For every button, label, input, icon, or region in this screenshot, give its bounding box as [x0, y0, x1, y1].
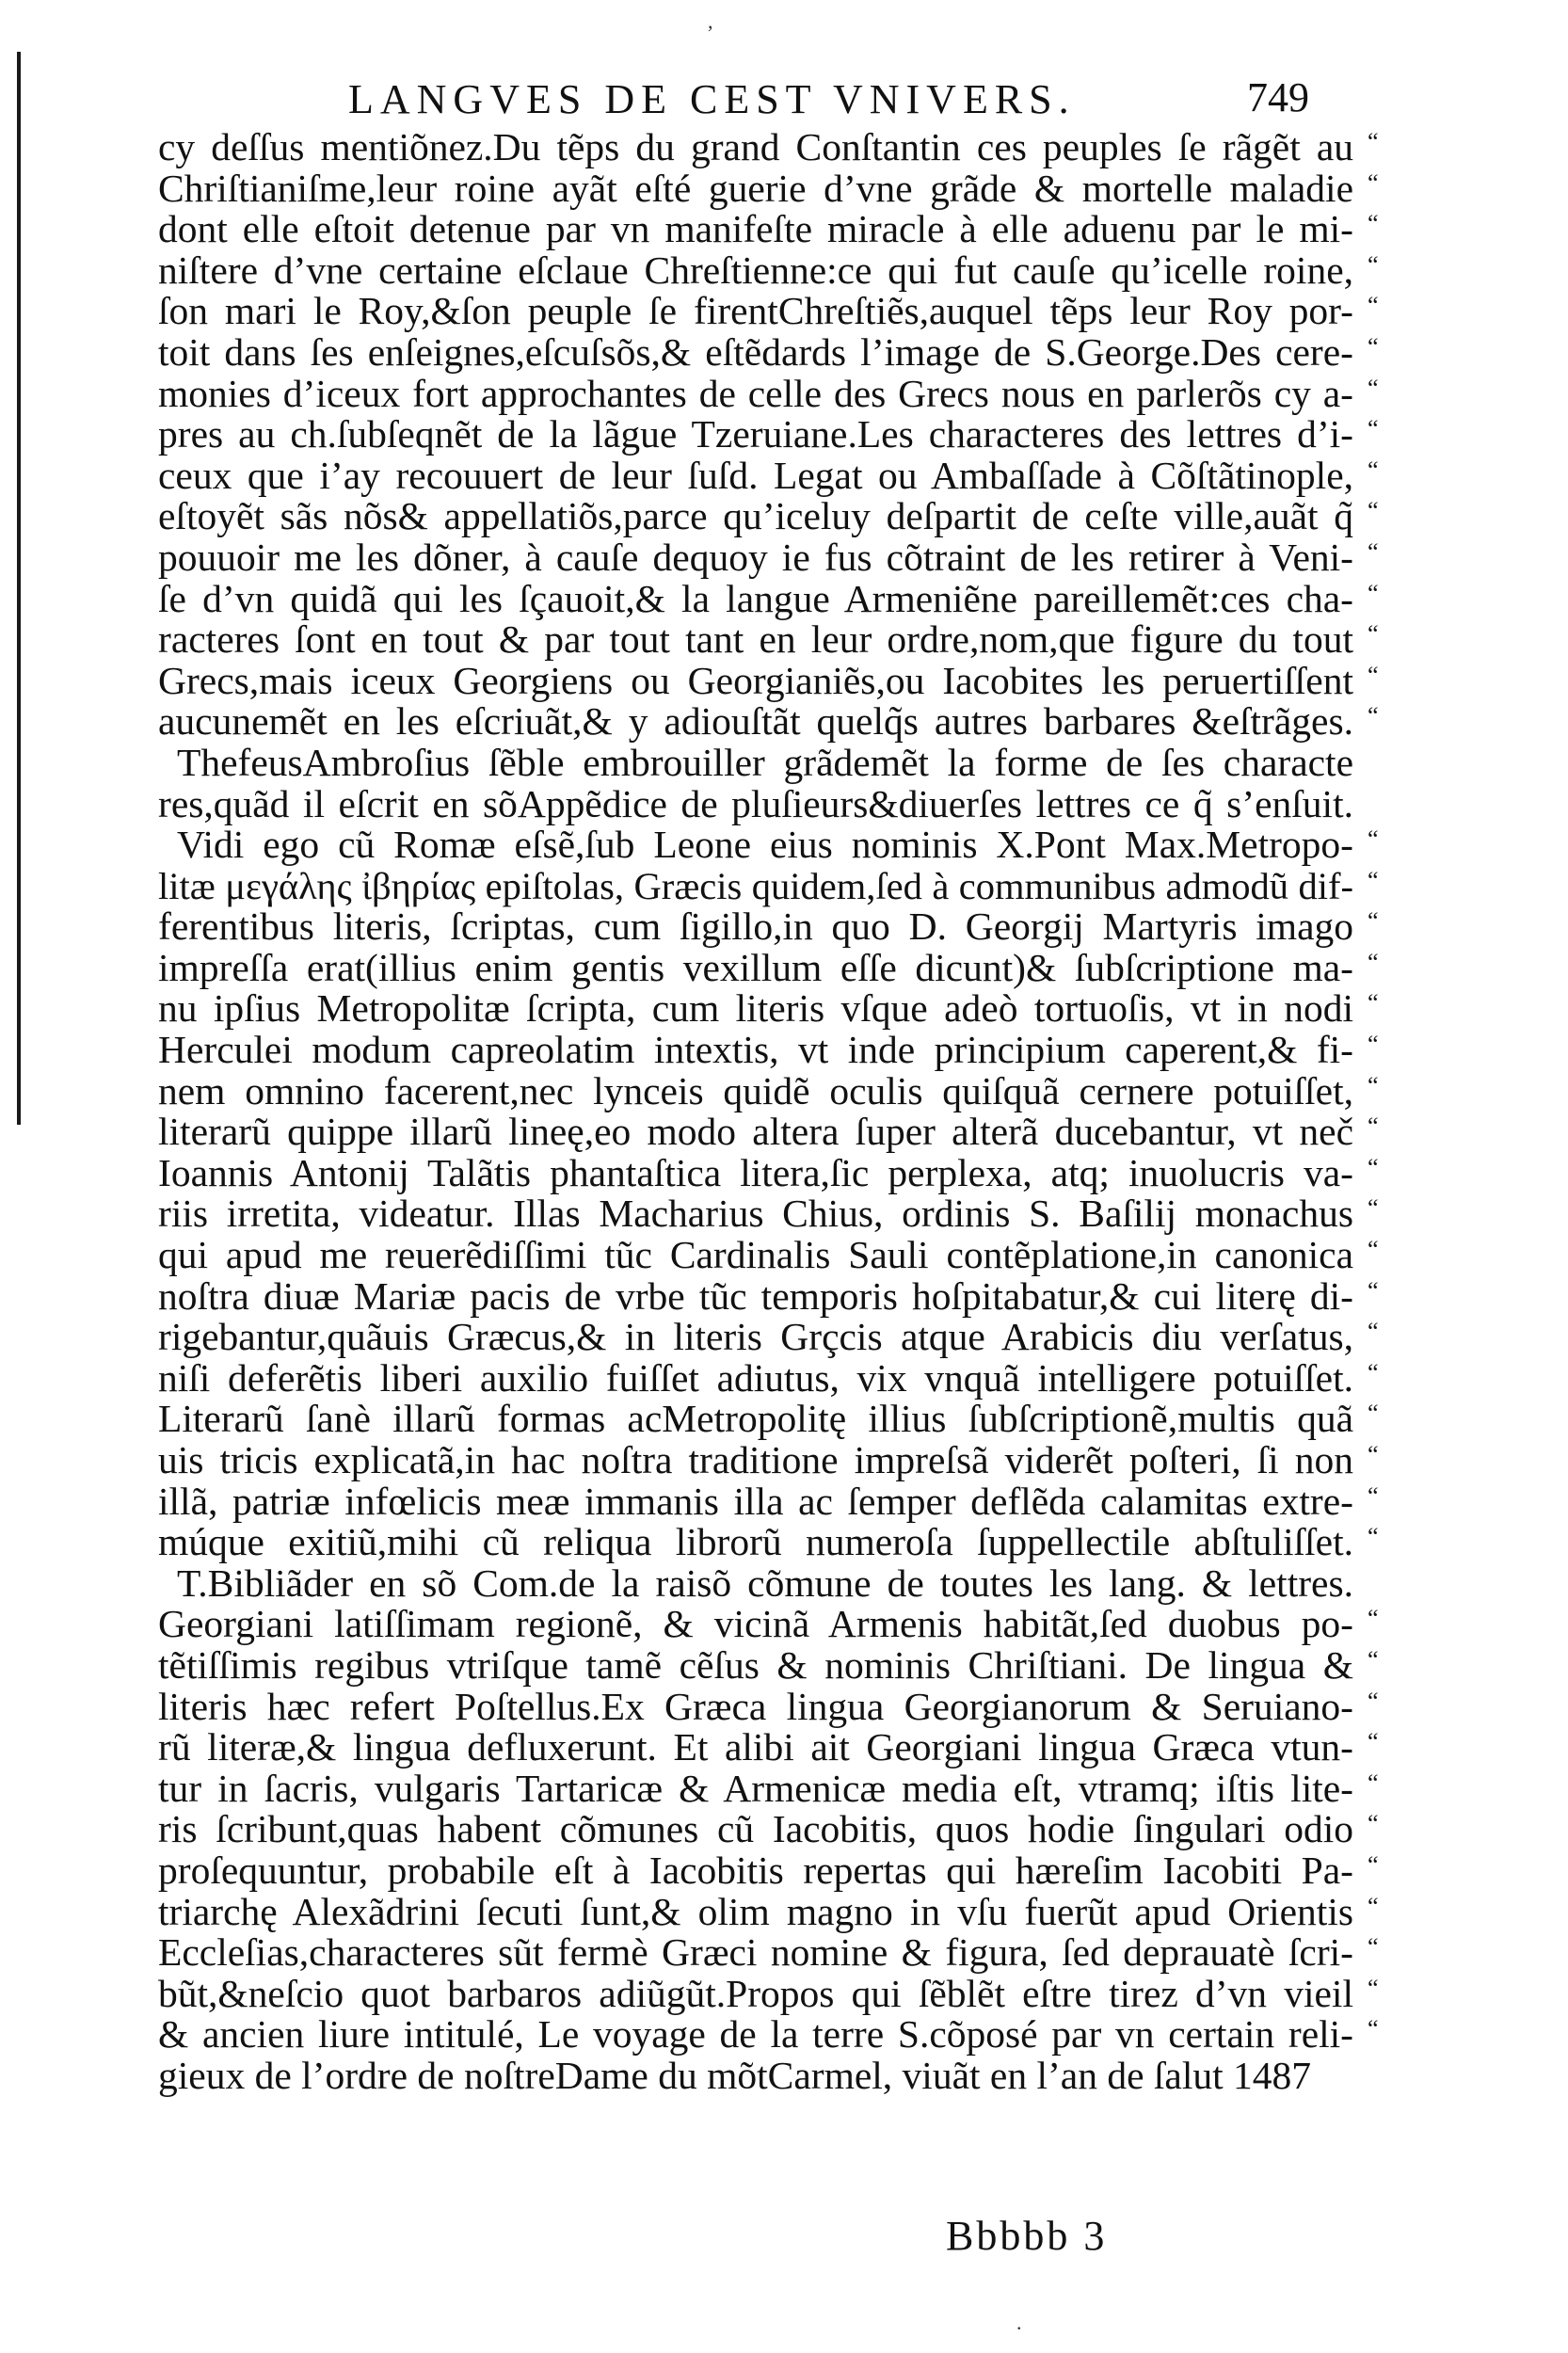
text-line: [158, 1479, 1379, 1523]
text-line-content: ThefeusAmbroſius ſẽble embrouiller grãdemẽt la forme de ſes characte: [177, 740, 1353, 784]
text-line-content: tẽtiſſimis regibus vtriſque tamẽ cẽſus & nominis Chriſtiani. De lingua &: [158, 1642, 1353, 1687]
quotation-marker: “: [1368, 1892, 1379, 1920]
quotation-marker: “: [1368, 579, 1379, 607]
text-line: [158, 986, 1379, 1031]
quotation-marker: “: [1368, 1769, 1379, 1797]
text-line-content: Ioannis Antonij Talãtis phantaſtica litera,ſic perplexa, atq; inuolucris va-: [158, 1150, 1353, 1194]
quotation-marker: “: [1368, 1605, 1379, 1633]
text-line: [158, 166, 1379, 210]
text-line-content: res,quãd il eſcrit en sõAppẽdice de pluſieurs&diuerſes lettres ce q̃ s’enſuit.: [158, 781, 1353, 825]
text-line: [158, 2012, 1379, 2057]
quotation-marker: “: [1368, 1523, 1379, 1551]
text-line: [158, 1520, 1379, 1564]
text-line-content: niſtere d’vne certaine eſclaue Chreſtienne:ce qui fut cauſe qu’icelle roine,: [158, 248, 1353, 292]
text-line: [158, 658, 1379, 702]
text-line-content: rigebantur,quãuis Græcus,& in literis Grçcis atque Arabicis diu verſatus,: [158, 1315, 1353, 1359]
text-line-content: eſtoyẽt sãs nõs& appellatiõs,parce qu’iceluy deſpartit de ceſte ville,auãt q̃: [158, 494, 1353, 538]
text-line: [158, 864, 1379, 907]
quotation-marker: “: [1368, 2015, 1379, 2043]
quotation-marker: “: [1368, 1318, 1379, 1346]
text-line-content: pres au ch.ſubſeqnẽt de la lãgue Tzeruiane.Les characteres des lettres d’i-: [158, 412, 1353, 456]
text-line: [158, 1150, 1379, 1194]
quotation-marker: “: [1368, 702, 1379, 730]
quotation-marker: “: [1368, 825, 1379, 854]
text-line-content: ſe d’vn quidã qui les ſçauoit,& la langue Armeniẽne pareillemẽt:ces cha-: [158, 576, 1353, 620]
quotation-marker: “: [1368, 1236, 1379, 1264]
text-line: [158, 1930, 1379, 1975]
quotation-marker: “: [1368, 332, 1379, 360]
quotation-marker: “: [1368, 907, 1379, 936]
text-line: [158, 1233, 1379, 1277]
quotation-marker: “: [1368, 1276, 1379, 1305]
text-line: [158, 1438, 1379, 1481]
text-line-content: ferentibus literis, ſcriptas, cum ſigillo,in quo D. Georgij Martyris imago: [158, 904, 1353, 949]
binding-gutter-line: [17, 52, 21, 1125]
quotation-marker: “: [1368, 1645, 1379, 1673]
text-line: [158, 1725, 1379, 1769]
quotation-marker: “: [1368, 1031, 1379, 1059]
quotation-marker: “: [1368, 537, 1379, 566]
text-line: [158, 699, 1379, 744]
text-line-content: proſequuntur, probabile eſt à Iacobitis repertas qui hæreſim Iacobiti Pa-: [158, 1848, 1353, 1892]
quotation-marker: “: [1368, 1481, 1379, 1510]
quotation-marker: “: [1368, 948, 1379, 976]
text-line-content: illã, patriæ infœlicis meæ immanis illa ac ſemper deflẽda calamitas extre-: [158, 1479, 1353, 1523]
text-line-content: ſon mari le Roy,&ſon peuple ſe firentChreſtiẽs,auquel tẽps leur Roy por-: [158, 289, 1353, 333]
quotation-marker: “: [1368, 620, 1379, 648]
text-line: [158, 1766, 1379, 1810]
text-line-content: Literarũ ſanè illarũ formas acMetropolitę illius ſubſcriptionẽ,multis quã: [158, 1397, 1353, 1441]
quotation-marker: “: [1368, 374, 1379, 402]
text-line-content: & ancien liure intitulé, Le voyage de la terre S.cõposé par vn certain reli-: [158, 2012, 1353, 2057]
text-line: [158, 371, 1379, 415]
quotation-marker: “: [1368, 1441, 1379, 1468]
quotation-marker: “: [1368, 456, 1379, 484]
text-line-content: aucunemẽt en les eſcriuãt,& y adiouſtãt quelq̃s autres barbares &eſtrãges.: [158, 699, 1353, 744]
text-line: [158, 1642, 1379, 1687]
text-line: [158, 1848, 1379, 1892]
text-line: [158, 1807, 1379, 1851]
text-line: [158, 904, 1379, 949]
quotation-marker: “: [1368, 415, 1379, 443]
text-line: [158, 125, 1379, 168]
text-line: [158, 945, 1379, 989]
text-line: [158, 207, 1379, 251]
text-line: [158, 1397, 1379, 1441]
text-line: [158, 1971, 1379, 2015]
quotation-marker: “: [1368, 250, 1379, 279]
text-line-content: literis hæc refert Poſtellus.Ex Græca lingua Georgianorum & Seruiano-: [158, 1684, 1353, 1728]
quotation-marker: “: [1368, 661, 1379, 689]
text-line: [158, 1602, 1379, 1646]
text-line-content: Grecs,mais iceux Georgiens ou Georgianiẽs,ou Iacobites les peruertiſſent: [158, 658, 1353, 702]
page-number: 749: [1247, 74, 1309, 120]
text-line-content: bũt,&neſcio quot barbaros adiũgũt.Propos qui ſẽblẽt eſtre tirez d’vn vieil: [158, 1971, 1353, 2015]
text-line-content: impreſſa erat(illius enim gentis vexillum eſſe dicunt)& ſubſcriptione ma-: [158, 945, 1353, 989]
text-line: [158, 329, 1379, 374]
text-line-content: nu ipſius Metropolitæ ſcripta, cum literis vſque adeò tortuoſis, vt in nodi: [158, 986, 1353, 1031]
text-line: [158, 248, 1379, 292]
text-line-content: niſi deferẽtis liberi auxilio fuiſſet adiutus, vix vnquã intelligere potuiſſet.: [158, 1355, 1353, 1400]
quotation-marker: “: [1368, 292, 1379, 320]
running-head: LANGVES DE CEST VNIVERS.: [348, 76, 1076, 122]
text-line: [158, 412, 1379, 456]
quotation-marker: “: [1368, 1400, 1379, 1428]
text-line-content: Eccleſias,characteres sũt fermè Græci nomine & figura, ſed deprauatè ſcri-: [158, 1930, 1353, 1975]
text-line: [158, 494, 1379, 538]
text-line-content: noſtra diuæ Mariæ pacis de vrbe tũc temporis hoſpitabatur,& cui literę di-: [158, 1273, 1353, 1318]
signature-mark: Bbbbb 3: [946, 2213, 1108, 2259]
text-line: [158, 1315, 1379, 1359]
quotation-marker: “: [1368, 1194, 1379, 1223]
text-line: [158, 1355, 1379, 1400]
quotation-marker: “: [1368, 1933, 1379, 1961]
quotation-marker: “: [1368, 1071, 1379, 1099]
quotation-marker: “: [1368, 1974, 1379, 2002]
text-line: [158, 1889, 1379, 1933]
text-line: [158, 576, 1379, 620]
quotation-marker: “: [1368, 866, 1379, 894]
text-line-content: qui apud me reuerẽdiſſimi tũc Cardinalis Sauli contẽplatione,in canonica: [158, 1233, 1353, 1277]
text-line: [158, 1563, 1353, 1605]
text-line-content: litæ μεγάλης ἰβηρίας epiſtolas, Græcis quidem,ſed à communibus admodũ dif-: [158, 864, 1353, 907]
text-line-content: Vidi ego cũ Romæ eſsẽ,ſub Leone eius nominis X.Pont Max.Metropo-: [177, 823, 1353, 867]
quotation-marker: “: [1368, 1810, 1379, 1838]
text-line-content: ceux que i’ay recouuert de leur ſuſd. Legat ou Ambaſſade à Cõſtãtinople,: [158, 453, 1353, 497]
quotation-marker: “: [1368, 1112, 1379, 1141]
text-line: [158, 740, 1353, 784]
text-line-content: ris ſcribunt,quas habent cõmunes cũ Iacobitis, quos hodie ſingulari odio: [158, 1807, 1353, 1851]
quotation-marker: “: [1368, 1728, 1379, 1756]
text-line: [158, 289, 1379, 333]
quotation-marker: “: [1368, 168, 1379, 197]
text-line-content: múque exitiũ,mihi cũ reliqua librorũ numeroſa ſuppellectile abſtuliſſet.: [158, 1520, 1353, 1564]
text-line: [158, 1028, 1379, 1072]
text-line-content: rũ literæ,& lingua defluxerunt. Et alibi ait Georgiani lingua Græca vtun-: [158, 1725, 1353, 1769]
text-line: [158, 1273, 1379, 1318]
text-line: [158, 1110, 1379, 1154]
text-line: [158, 2053, 1353, 2097]
text-line: [158, 1068, 1379, 1112]
text-line-content: monies d’iceux fort approchantes de celle des Grecs nous en parlerõs cy a-: [158, 371, 1353, 415]
stray-ink-mark: .: [1016, 2311, 1022, 2334]
quotation-marker: “: [1368, 128, 1379, 155]
text-line: [158, 535, 1379, 579]
text-line-content: triarchę Alexãdrini ſecuti ſunt,& olim magno in vſu fuerũt apud Orientis: [158, 1889, 1353, 1933]
text-line-content: dont elle eſtoit detenue par vn manifeſte miracle à elle aduenu par le mi-: [158, 207, 1353, 251]
quotation-marker: “: [1368, 1850, 1379, 1879]
text-line-content: toit dans ſes enſeignes,eſcuſsõs,& eſtẽdards l’image de S.George.Des cere-: [158, 329, 1353, 374]
text-line-content: tur in ſacris, vulgaris Tartaricæ & Armenicæ media eſt, vtramq; iſtis lite-: [158, 1766, 1353, 1810]
quotation-marker: “: [1368, 989, 1379, 1017]
text-line-content: literarũ quippe illarũ lineę,eo modo altera ſuper alterã ducebantur, vt neč: [158, 1110, 1353, 1154]
quotation-marker: “: [1368, 1687, 1379, 1715]
text-line: [158, 617, 1379, 662]
quotation-marker: “: [1368, 1153, 1379, 1181]
text-line-content: Georgiani latiſſimam regionẽ, & vicinã Armenis habitãt,ſed duobus po-: [158, 1602, 1353, 1646]
quotation-marker: “: [1368, 1358, 1379, 1386]
text-line: [158, 1684, 1379, 1728]
body-text: [158, 125, 1379, 2097]
quotation-marker: “: [1368, 497, 1379, 525]
text-line-content: gieux de l’ordre de noſtreDame du mõtCarmel, viuãt en l’an de ſalut 1487: [158, 2053, 1312, 2097]
text-line-content: pouuoir me les dõner, à cauſe dequoy ie fus cõtraint de les retirer à Veni-: [158, 535, 1353, 579]
text-line-content: Chriſtianiſme,leur roine ayãt eſté guerie d’vne grãde & mortelle maladie: [158, 166, 1353, 210]
text-line: [158, 781, 1353, 825]
text-line-content: uis tricis explicatã,in hac noſtra traditione impreſsã viderẽt poſteri, ſi non: [158, 1438, 1353, 1481]
text-line-content: nem omnino facerent,nec lynceis quidẽ oculis quiſquã cernere potuiſſet,: [158, 1068, 1353, 1112]
text-line: [158, 453, 1379, 497]
text-line-content: Herculei modum capreolatim intextis, vt inde principium caperent,& fi-: [158, 1028, 1353, 1072]
text-line: [158, 1192, 1379, 1236]
text-line-content: racteres ſont en tout & par tout tant en leur ordre,nom,que figure du tout: [158, 617, 1353, 662]
stray-ink-mark: ,: [708, 9, 713, 33]
text-line-content: T.Bibliãder en sõ Com.de la raisõ cõmune de toutes les lang. & lettres.: [177, 1561, 1353, 1605]
text-line: [158, 823, 1379, 867]
text-line-content: cy deſſus mentiõnez.Du tẽps du grand Conſtantin ces peuples ſe rãgẽt au: [158, 125, 1353, 168]
quotation-marker: “: [1368, 210, 1379, 238]
text-line-content: riis irretita, videatur. Illas Macharius Chius, ordinis S. Baſilij monachus: [158, 1192, 1353, 1236]
